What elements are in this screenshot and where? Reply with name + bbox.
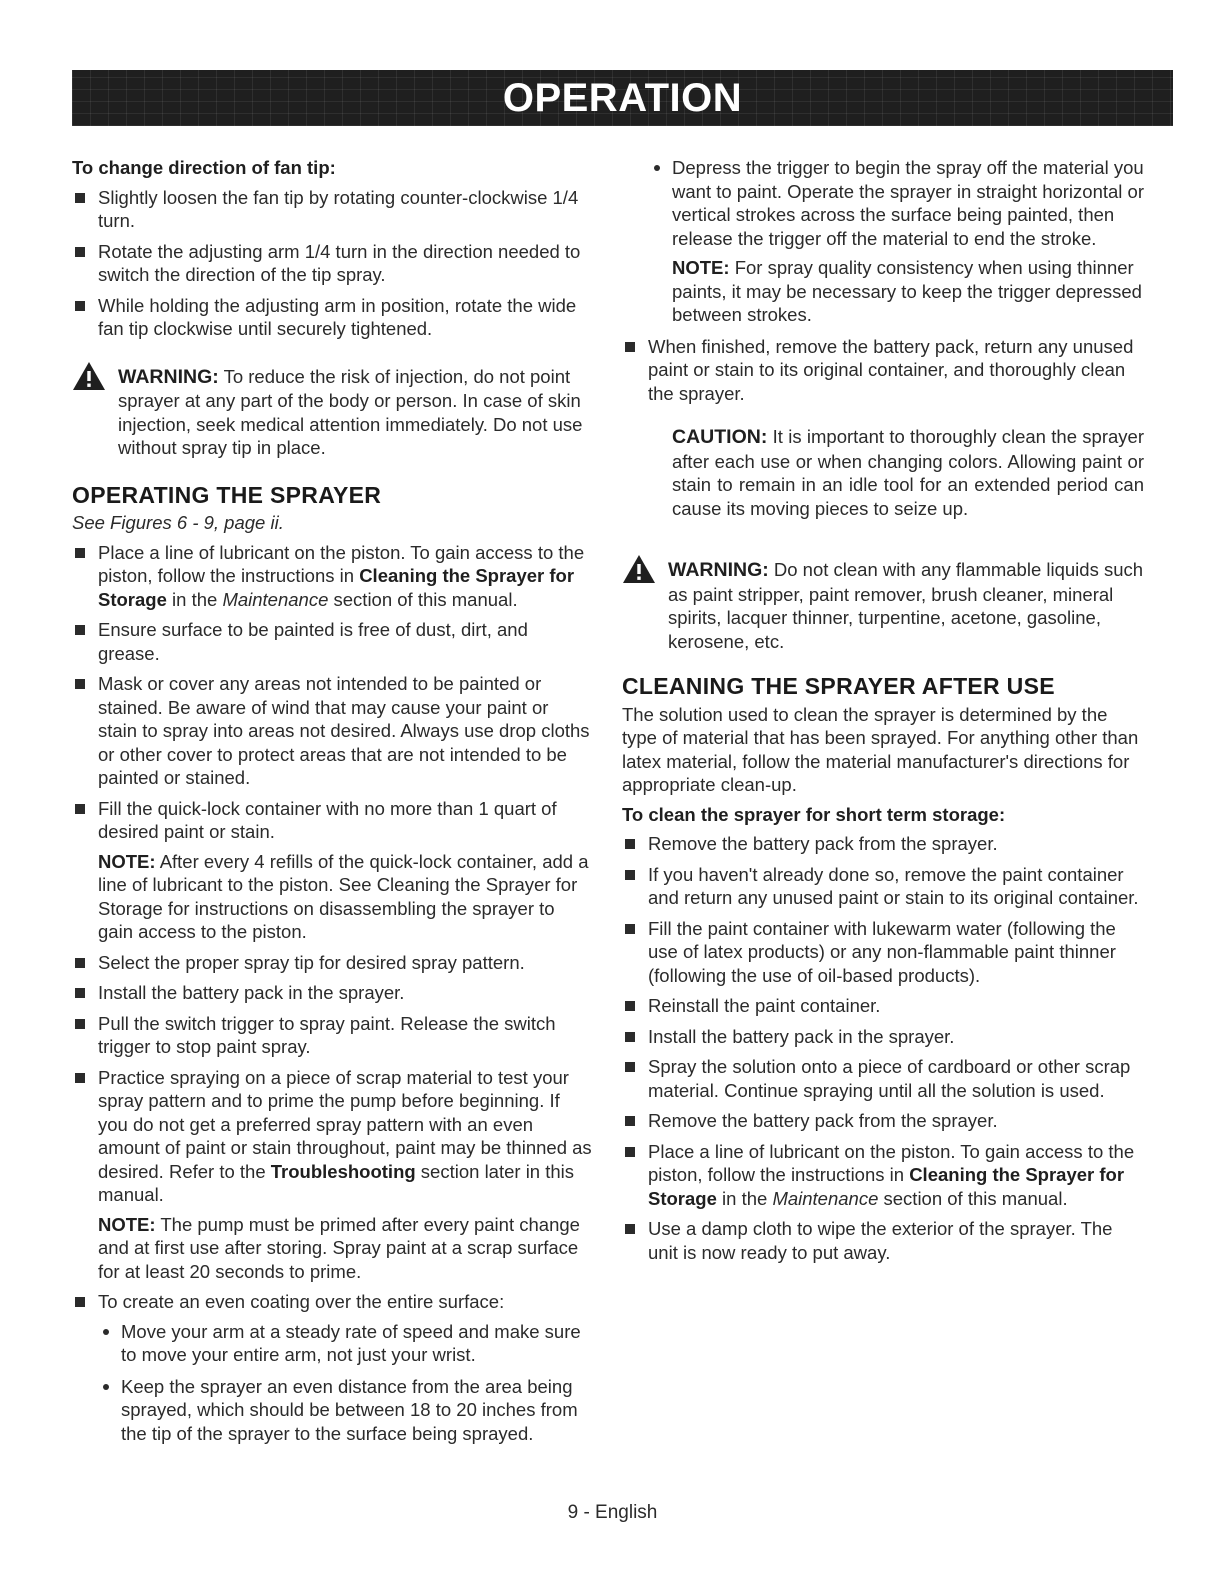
list-item: Use a damp cloth to wipe the exterior of the sprayer. The unit is now ready to put away.	[622, 1217, 1144, 1264]
short-term-heading: To clean the sprayer for short term storage:	[622, 803, 1006, 825]
note-text: After every 4 refills of the quick-lock container, add a line of lubricant to the piston. See Cleaning the Sprayer for Storage for instructions on disassembling the sprayer to gain access to the piston.	[98, 850, 589, 942]
step-text: Place a line of lubricant on the piston. To gain access to the piston, follow the instructions in	[648, 1140, 1135, 1185]
step-text: in the	[166, 588, 223, 610]
finished-list	[622, 335, 1144, 406]
list-item: Reinstall the paint container.	[622, 994, 1144, 1018]
list-item	[72, 1290, 592, 1445]
step-text: Practice spraying on a piece of scrap material to test your spray pattern and to prime the pump before beginning. If you do not get a preferred spray pattern with an even amount of paint or stain throughout, paint may be thinned as desired. Refer to the	[98, 1066, 592, 1182]
coating-list	[98, 1320, 592, 1446]
caution-box	[672, 425, 1144, 520]
bullet-item: Move your arm at a steady rate of speed and make sure to move your entire arm, not just your wrist.	[98, 1320, 592, 1367]
list-item: Spray the solution onto a piece of cardboard or other scrap material. Continue spraying until all the solution is used.	[622, 1055, 1144, 1102]
note-text: The pump must be primed after every paint change and at first use after storing. Spray paint at a scrap surface for at least 20 seconds to prime.	[98, 1213, 580, 1282]
step-text: section of this manual.	[328, 588, 518, 610]
step-bold: Troubleshooting	[270, 1160, 416, 1182]
step-text: Fill the quick-lock container with no more than 1 quart of desired paint or stain.	[98, 797, 557, 842]
banner-title: OPERATION	[502, 75, 743, 120]
step-text: To create an even coating over the entire surface:	[98, 1291, 505, 1312]
list-item: Remove the battery pack from the sprayer.	[622, 1109, 1144, 1133]
cleaning-list	[622, 832, 1144, 1264]
warning-triangle-icon	[622, 554, 656, 584]
note-label: NOTE:	[98, 850, 156, 872]
note	[672, 256, 1144, 327]
step-italic: Maintenance	[772, 1187, 879, 1209]
warning-triangle-icon	[72, 361, 106, 391]
list-item: Rotate the adjusting arm 1/4 turn in the direction needed to switch the direction of the tip spray.	[72, 240, 592, 287]
step-text: section of this manual.	[878, 1187, 1068, 1209]
list-item	[622, 1140, 1144, 1211]
note	[98, 850, 592, 944]
operating-heading: OPERATING THE SPRAYER	[72, 481, 382, 508]
note-text: For spray quality consistency when using thinner paints, it may be necessary to keep the trigger depressed between strokes.	[672, 257, 1142, 325]
cleaning-intro: The solution used to clean the sprayer is determined by the type of material that has been sprayed. For anything other than latex material, follow the material manufacturer's directions for appropriate clean-up.	[622, 703, 1139, 795]
step-bold: Cleaning the Sprayer for Storage	[98, 565, 575, 610]
operating-subheading: See Figures 6 - 9, page ii.	[72, 512, 284, 533]
list-item: Remove the battery pack from the sprayer.	[622, 832, 1144, 856]
warning-text: To reduce the risk of injection, do not point sprayer at any part of the body or person. In case of skin injection, seek medical attention immediately. Do not use without spray tip in place.	[118, 365, 583, 458]
bullet-item: Keep the sprayer an even distance from the area being sprayed, which should be between 18 to 20 inches from the tip of the sprayer to the surface being sprayed.	[98, 1375, 592, 1446]
fan-tip-heading: To change direction of fan tip:	[72, 157, 336, 178]
list-item	[72, 1066, 592, 1284]
page-footer: 9 - English	[567, 1502, 658, 1523]
step-bold: Cleaning the Sprayer for Storage	[648, 1164, 1125, 1209]
flammable-warning	[622, 558, 1144, 653]
warning-text: Do not clean with any flammable liquids such as paint stripper, paint remover, brush cleaner, mineral spirits, lacquer thinner, turpentine, acetone, gasoline, kerosene, etc.	[668, 559, 1144, 652]
right-column	[622, 156, 1144, 1271]
list-item: Pull the switch trigger to spray paint. Release the switch trigger to stop paint spray.	[72, 1012, 592, 1059]
note-label: NOTE:	[672, 257, 730, 278]
step-text: section later in this manual.	[98, 1160, 575, 1205]
step-text: Depress the trigger to begin the spray off the material you want to paint. Operate the sprayer in straight horizontal or vertical strokes across the surface being painted, then release the trigger off the material to end the stroke.	[672, 157, 1145, 249]
list-item: When finished, remove the battery pack, return any unused paint or stain to its original container, and thoroughly clean the sprayer.	[622, 335, 1144, 406]
fan-tip-list	[72, 186, 592, 341]
note	[98, 1213, 592, 1284]
list-item: Install the battery pack in the sprayer.	[622, 1025, 1144, 1049]
section-banner	[72, 70, 1173, 126]
cleaning-heading: CLEANING THE SPRAYER AFTER USE	[622, 673, 1055, 699]
list-item: Install the battery pack in the sprayer.	[72, 981, 592, 1005]
list-item	[72, 797, 592, 944]
list-item: If you haven't already done so, remove the paint container and return any unused paint or stain to its original container.	[622, 863, 1144, 910]
note-label: NOTE:	[98, 1213, 156, 1235]
warning-label: WARNING:	[668, 559, 769, 581]
trigger-list	[649, 156, 1144, 327]
list-item: Select the proper spray tip for desired spray pattern.	[72, 951, 592, 975]
step-italic: Maintenance	[222, 588, 329, 610]
operating-list	[72, 541, 592, 1446]
warning-label: WARNING:	[118, 365, 219, 388]
step-text: in the	[716, 1187, 773, 1209]
caution-label: CAUTION:	[672, 426, 768, 448]
list-item: Fill the paint container with lukewarm water (following the use of latex products) or any non-flammable paint thinner (following the use of oil-based products).	[622, 917, 1144, 988]
bullet-item	[649, 156, 1144, 327]
list-item: While holding the adjusting arm in position, rotate the wide fan tip clockwise until securely tightened.	[72, 294, 592, 341]
step-text: Place a line of lubricant on the piston. To gain access to the piston, follow the instructions in	[98, 541, 585, 586]
list-item: Ensure surface to be painted is free of dust, dirt, and grease.	[72, 618, 592, 665]
list-item: Mask or cover any areas not intended to be painted or stained. Be aware of wind that may cause your paint or stain to spray into areas not desired. Always use drop cloths or other cover to protect areas that are not intended to be painted or stained.	[72, 672, 592, 790]
left-column	[72, 156, 592, 1453]
caution-text: It is important to thoroughly clean the sprayer after each use or when changing colors. Allowing paint or stain to remain in an idle tool for an extended period can cause its moving pieces to seize up.	[672, 426, 1144, 519]
list-item	[72, 541, 592, 612]
injection-warning	[72, 365, 592, 460]
list-item: Slightly loosen the fan tip by rotating counter-clockwise 1/4 turn.	[72, 186, 592, 233]
